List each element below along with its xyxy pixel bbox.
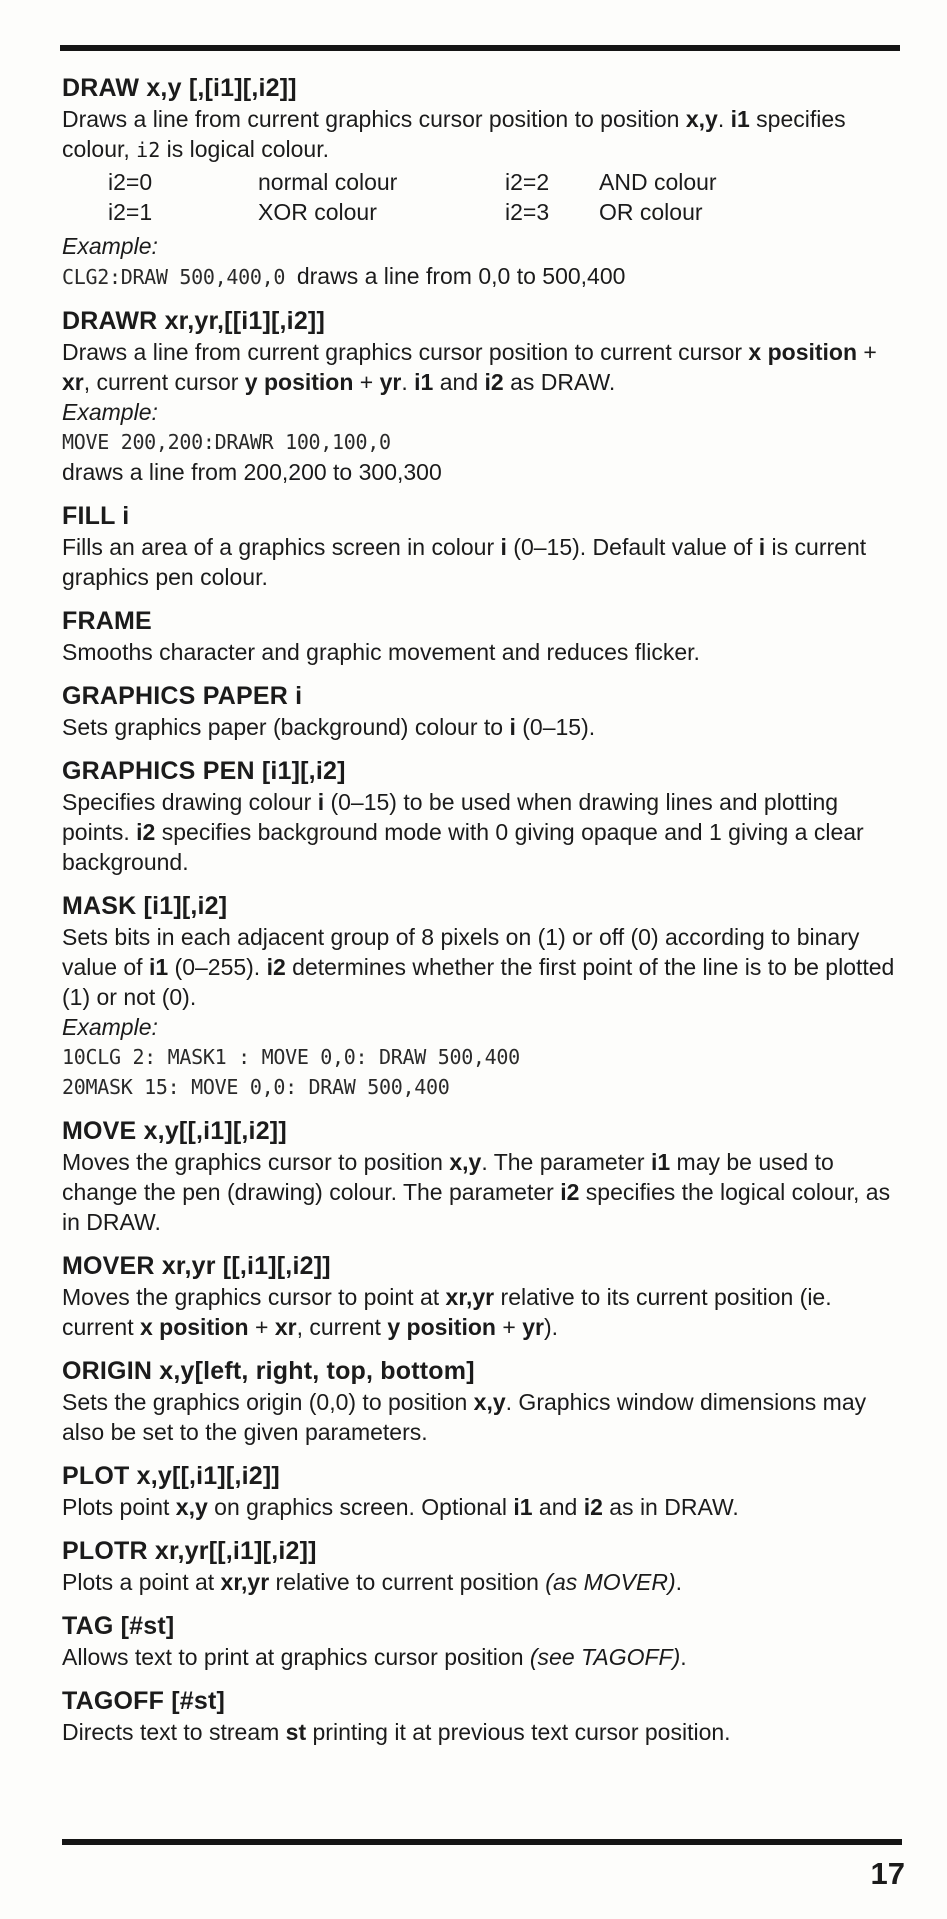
logical-colour-cell: i2=2 [505, 169, 550, 195]
logical-colour-row [108, 167, 717, 197]
command-description: Sets bits in each adjacent group of 8 pixels on (1) or off (0) according to binary value of i1 (0–255). i2 determines whether the first point of the line is to be plotted (1) or not (0). [62, 924, 895, 1010]
logical-colour-cell: i2=0 [108, 169, 153, 195]
example-code: CLG2:DRAW 500,400,0 [62, 265, 286, 289]
command-heading: GRAPHICS PEN [i1][,i2] [62, 757, 346, 785]
command-entry [62, 1535, 902, 1597]
command-entry [62, 680, 902, 742]
command-entry [62, 500, 902, 592]
command-heading: MASK [i1][,i2] [62, 892, 228, 920]
command-entry [62, 890, 902, 1102]
command-description: Sets the graphics origin (0,0) to position x,y. Graphics window dimensions may also be set to the given parameters. [62, 1389, 867, 1445]
command-description: Plots a point at xr,yr relative to current position (as MOVER). [62, 1569, 683, 1595]
example-code: 10CLG 2: MASK1 : MOVE 0,0: DRAW 500,400 [62, 1045, 520, 1069]
command-description: Draws a line from current graphics cursor position to position x,y. i1 specifies colour, i2 is logical colour. [62, 106, 846, 162]
example-code-line [62, 261, 902, 292]
logical-colour-cell: i2=3 [505, 199, 550, 225]
command-heading: ORIGIN x,y[left, right, top, bottom] [62, 1357, 475, 1385]
command-description: Directs text to stream st printing it at previous text cursor position. [62, 1719, 731, 1745]
command-entry [62, 755, 902, 877]
example-explanation: draws a line from 0,0 to 500,400 [296, 263, 626, 289]
example-label: Example: [62, 233, 158, 259]
logical-colour-cell: OR colour [599, 199, 703, 225]
command-heading: PLOT x,y[[,i1][,i2]] [62, 1462, 280, 1490]
command-heading: DRAWR xr,yr,[[i1][,i2]] [62, 307, 325, 335]
command-entry [62, 1460, 902, 1522]
example-explanation: draws a line from 200,200 to 300,300 [62, 459, 442, 485]
logical-colour-cell: normal colour [258, 169, 398, 195]
command-description: Plots point x,y on graphics screen. Optional i1 and i2 as in DRAW. [62, 1494, 739, 1520]
bottom-rule [62, 1839, 902, 1845]
example-code-line [62, 427, 902, 457]
command-entry [62, 1685, 902, 1747]
page-number: 17 [870, 1856, 905, 1891]
command-heading: TAG [#st] [62, 1612, 175, 1640]
command-heading: TAGOFF [#st] [62, 1687, 226, 1715]
command-description: Moves the graphics cursor to position x,y. The parameter i1 may be used to change the pen (drawing) colour. The parameter i2 specifies the logical colour, as in DRAW. [62, 1149, 891, 1235]
command-description: Sets graphics paper (background) colour to i (0–15). [62, 714, 596, 740]
command-entry [62, 1250, 902, 1342]
command-description: Specifies drawing colour i (0–15) to be used when drawing lines and plotting points. i2 specifies background mode with 0 giving opaque and 1 giving a clear background. [62, 789, 864, 875]
command-reference-list [62, 72, 902, 1760]
command-entry [62, 1610, 902, 1672]
command-heading: PLOTR xr,yr[[,i1][,i2]] [62, 1537, 317, 1565]
example-label: Example: [62, 399, 158, 425]
command-heading: MOVER xr,yr [[,i1][,i2]] [62, 1252, 331, 1280]
example-code: MOVE 200,200:DRAWR 100,100,0 [62, 430, 391, 454]
logical-colour-cell: XOR colour [258, 199, 377, 225]
command-description: Allows text to print at graphics cursor position (see TAGOFF). [62, 1644, 687, 1670]
command-description: Moves the graphics cursor to point at xr,yr relative to its current position (ie. current x position + xr, current y position + yr). [62, 1284, 832, 1340]
command-entry [62, 605, 902, 667]
command-entry [62, 1355, 902, 1447]
command-description: Smooths character and graphic movement and reduces flicker. [62, 639, 700, 665]
logical-colour-table [108, 167, 717, 227]
command-heading: GRAPHICS PAPER i [62, 682, 303, 710]
command-entry [62, 1115, 902, 1237]
top-rule [60, 45, 900, 51]
command-entry [62, 72, 902, 292]
logical-colour-cell: i2=1 [108, 199, 153, 225]
command-heading: DRAW x,y [,[i1][,i2]] [62, 74, 297, 102]
command-heading: MOVE x,y[[,i1][,i2]] [62, 1117, 287, 1145]
example-code: 20MASK 15: MOVE 0,0: DRAW 500,400 [62, 1075, 450, 1099]
command-heading: FILL i [62, 502, 130, 530]
command-description: Draws a line from current graphics cursor position to current cursor x position + xr, current cursor y position + yr. i1 and i2 as DRAW. [62, 339, 877, 395]
logical-colour-cell: AND colour [599, 169, 717, 195]
example-code-line [62, 1072, 902, 1102]
command-description: Fills an area of a graphics screen in colour i (0–15). Default value of i is current graphics pen colour. [62, 534, 867, 590]
logical-colour-row [108, 197, 717, 227]
command-entry [62, 305, 902, 487]
example-code-line [62, 1042, 902, 1072]
example-label: Example: [62, 1014, 158, 1040]
command-heading: FRAME [62, 607, 152, 635]
